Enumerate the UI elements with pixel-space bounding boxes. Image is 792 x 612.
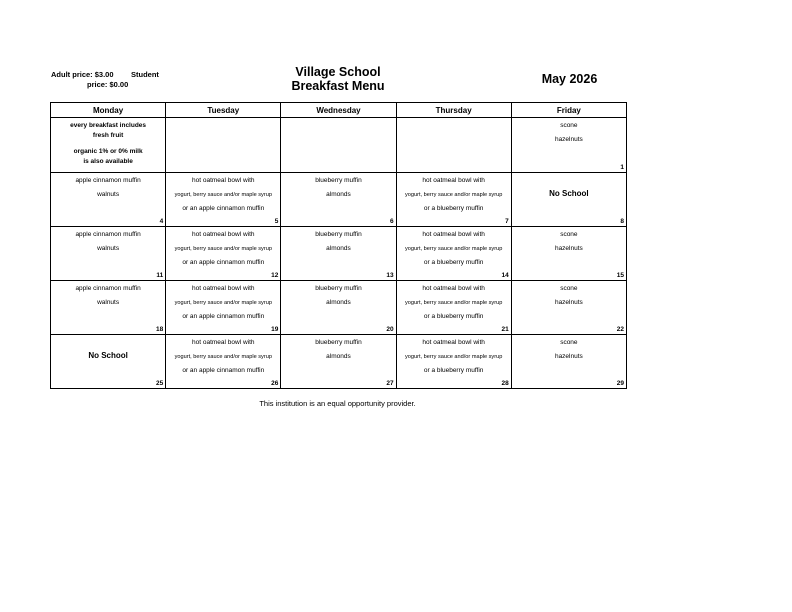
day-cell xyxy=(166,118,281,173)
day-number: 6 xyxy=(389,218,394,225)
menu-item: or a blueberry muffin xyxy=(423,313,484,320)
menu-item: walnuts xyxy=(97,245,120,252)
day-cell xyxy=(511,281,626,335)
menu-item: or an apple cinnamon muffin xyxy=(182,205,265,212)
day-number: 18 xyxy=(155,326,164,333)
menu-items xyxy=(512,335,626,364)
day-cell xyxy=(511,227,626,281)
menu-item: almonds xyxy=(326,299,351,306)
menu-items xyxy=(281,173,395,202)
menu-item: or a blueberry muffin xyxy=(423,205,484,212)
note-line: every breakfast includes xyxy=(70,122,147,129)
menu-item: yogurt, berry sauce and/or maple syrup xyxy=(404,246,503,252)
header-friday: Friday xyxy=(511,103,626,118)
menu-item: yogurt, berry sauce and/or maple syrup xyxy=(404,354,503,360)
menu-item: almonds xyxy=(326,353,351,360)
page-title xyxy=(238,65,438,93)
day-cell xyxy=(51,281,166,335)
menu-items xyxy=(166,335,280,378)
menu-items xyxy=(51,173,165,202)
note-line: fresh fruit xyxy=(92,132,124,139)
menu-items xyxy=(51,227,165,256)
menu-item: hazelnuts xyxy=(554,353,583,360)
day-number: 20 xyxy=(386,326,394,333)
day-number: 19 xyxy=(271,326,279,333)
menu-item: almonds xyxy=(326,191,351,198)
day-cell xyxy=(281,118,396,173)
menu-item: scone xyxy=(560,122,578,129)
day-cell xyxy=(396,335,511,389)
menu-item: hot oatmeal bowl with xyxy=(192,231,255,238)
header-thursday: Thursday xyxy=(396,103,511,118)
menu-items xyxy=(51,281,165,310)
menu-item: hot oatmeal bowl with xyxy=(192,339,255,346)
day-number: 29 xyxy=(616,380,624,387)
week-row xyxy=(51,227,627,281)
day-cell xyxy=(166,281,281,335)
menu-item: walnuts xyxy=(97,191,120,198)
menu-item: scone xyxy=(560,339,578,346)
day-cell xyxy=(281,173,396,227)
price-info xyxy=(51,70,159,90)
day-cell xyxy=(281,281,396,335)
day-cell xyxy=(511,118,626,173)
menu-item: hazelnuts xyxy=(554,299,583,306)
student-price: price: $0.00 xyxy=(87,80,129,89)
day-cell xyxy=(166,173,281,227)
menu-item: apple cinnamon muffin xyxy=(75,231,141,238)
day-number: 26 xyxy=(271,380,279,387)
day-number: 4 xyxy=(159,218,164,225)
day-number: 27 xyxy=(386,380,394,387)
day-cell xyxy=(166,227,281,281)
day-number: 25 xyxy=(155,380,164,387)
menu-items xyxy=(166,227,280,270)
menu-item: yogurt, berry sauce and/or maple syrup xyxy=(174,192,272,198)
menu-item: almonds xyxy=(326,245,351,252)
menu-items xyxy=(397,281,511,324)
day-cell xyxy=(51,335,166,389)
note-line: is also available xyxy=(83,158,133,165)
week-row xyxy=(51,281,627,335)
menu-item: yogurt, berry sauce and/or maple syrup xyxy=(174,300,272,306)
day-number: 5 xyxy=(274,218,279,225)
menu-item: hot oatmeal bowl with xyxy=(422,177,485,184)
week-row xyxy=(51,118,627,173)
week-row xyxy=(51,335,627,389)
student-label: Student xyxy=(131,70,159,79)
menu-item: or an apple cinnamon muffin xyxy=(182,367,265,374)
note-line: organic 1% or 0% milk xyxy=(73,148,143,155)
breakfast-note xyxy=(51,118,165,167)
menu-name: Breakfast Menu xyxy=(291,79,385,93)
weekday-header-row xyxy=(51,103,627,118)
week-row xyxy=(51,173,627,227)
menu-items xyxy=(166,173,280,216)
menu-item: hot oatmeal bowl with xyxy=(422,285,485,292)
menu-item: or an apple cinnamon muffin xyxy=(182,259,265,266)
menu-item: hot oatmeal bowl with xyxy=(192,177,255,184)
day-cell xyxy=(396,227,511,281)
menu-item: blueberry muffin xyxy=(315,177,362,184)
menu-item: or a blueberry muffin xyxy=(423,259,484,266)
day-cell xyxy=(396,173,511,227)
day-number: 28 xyxy=(501,380,509,387)
day-cell xyxy=(166,335,281,389)
day-number: 14 xyxy=(501,272,509,279)
day-cell xyxy=(281,335,396,389)
day-cell xyxy=(51,227,166,281)
menu-items xyxy=(397,335,511,378)
day-number: 7 xyxy=(505,218,509,225)
menu-item: hot oatmeal bowl with xyxy=(192,285,255,292)
menu-items xyxy=(166,281,280,324)
menu-item: hot oatmeal bowl with xyxy=(422,339,485,346)
menu-item: hot oatmeal bowl with xyxy=(422,231,485,238)
day-number: 22 xyxy=(616,326,624,333)
day-number: 8 xyxy=(620,218,624,225)
day-cell xyxy=(51,118,166,173)
header-monday: Monday xyxy=(51,103,166,118)
no-school-label: No School xyxy=(549,189,589,198)
day-number: 15 xyxy=(616,272,624,279)
menu-item: hazelnuts xyxy=(554,245,583,252)
menu-item: yogurt, berry sauce and/or maple syrup xyxy=(174,354,272,360)
day-number: 1 xyxy=(620,164,624,171)
day-cell xyxy=(281,227,396,281)
menu-item: hazelnuts xyxy=(554,136,583,143)
menu-items xyxy=(397,227,511,270)
menu-items xyxy=(512,281,626,310)
menu-items xyxy=(281,335,395,364)
day-number: 21 xyxy=(501,326,509,333)
menu-items xyxy=(397,173,511,216)
menu-items xyxy=(512,227,626,256)
menu-item: apple cinnamon muffin xyxy=(75,177,141,184)
day-cell xyxy=(511,335,626,389)
menu-item: blueberry muffin xyxy=(315,339,362,346)
day-number: 11 xyxy=(156,272,164,279)
header-wednesday: Wednesday xyxy=(281,103,396,118)
month-title: May 2026 xyxy=(541,72,598,86)
menu-item: or a blueberry muffin xyxy=(423,367,484,374)
menu-items xyxy=(281,227,395,256)
menu-item: or an apple cinnamon muffin xyxy=(182,313,265,320)
day-cell xyxy=(396,281,511,335)
day-number: 13 xyxy=(386,272,394,279)
calendar-table xyxy=(50,102,627,389)
menu-item: scone xyxy=(560,285,578,292)
menu-item: yogurt, berry sauce and/or maple syrup xyxy=(404,300,503,306)
menu-items xyxy=(512,118,626,147)
menu-item: apple cinnamon muffin xyxy=(75,285,141,292)
menu-item: walnuts xyxy=(97,299,120,306)
day-cell xyxy=(396,118,511,173)
day-cell xyxy=(51,173,166,227)
menu-item: blueberry muffin xyxy=(315,231,362,238)
day-cell xyxy=(511,173,626,227)
menu-item: blueberry muffin xyxy=(315,285,362,292)
equal-opportunity-statement: This institution is an equal opportunity provider. xyxy=(259,399,416,408)
no-school-label: No School xyxy=(88,351,128,360)
header-tuesday: Tuesday xyxy=(166,103,281,118)
menu-items xyxy=(281,281,395,310)
menu-item: yogurt, berry sauce and/or maple syrup xyxy=(404,192,503,198)
school-name: Village School xyxy=(295,65,381,79)
menu-item: scone xyxy=(560,231,578,238)
menu-item: yogurt, berry sauce and/or maple syrup xyxy=(174,246,272,252)
day-number: 12 xyxy=(271,272,279,279)
adult-price: Adult price: $3.00 xyxy=(51,70,114,79)
